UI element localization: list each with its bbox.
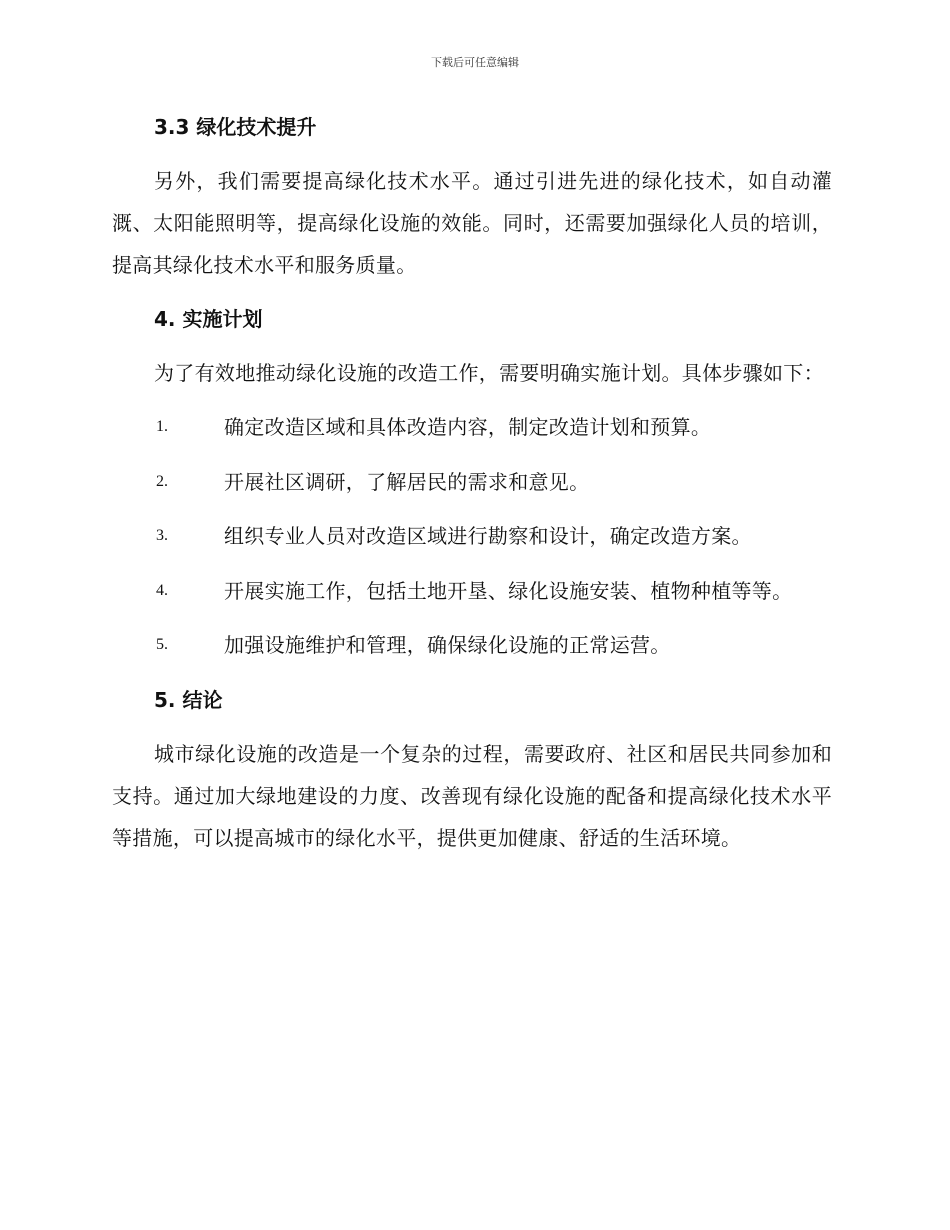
list-item-text: 开展社区调研，了解居民的需求和意见。: [224, 469, 590, 494]
list-item-text: 开展实施工作，包括土地开垦、绿化设施安装、植物种植等等。: [224, 578, 793, 603]
implementation-steps-list: [112, 406, 832, 666]
list-item-text: 组织专业人员对改造区域进行勘察和设计，确定改造方案。: [224, 524, 752, 548]
list-item-number: 1.: [156, 418, 168, 435]
list-item-text: 确定改造区域和具体改造内容，制定改造计划和预算。: [224, 415, 712, 439]
list-item-number: 2.: [156, 472, 168, 490]
section-paragraph-5: 城市绿化设施的改造是一个复杂的过程，需要政府、社区和居民共同参加和支持。通过加大绿地建设的力度、改善现有绿化设施的配备和提高绿化技术水平等措施，可以提高城市的绿化水平，提供更加健康、舒适的生活环境。: [112, 741, 832, 850]
list-item-number: 4.: [156, 581, 168, 599]
section-heading-5: 5. 结论: [154, 687, 223, 712]
list-item: [112, 624, 832, 666]
list-item: [112, 515, 832, 557]
list-item-number: 3.: [156, 527, 168, 544]
section-heading-3-3: 3.3 绿化技术提升: [154, 115, 317, 139]
section-intro-4: 为了有效地推动绿化设施的改造工作，需要明确实施计划。具体步骤如下：: [154, 361, 824, 385]
document-body: [112, 106, 832, 871]
header-note: 下载后可任意编辑: [431, 56, 519, 69]
list-item-text: 加强设施维护和管理，确保绿化设施的正常运营。: [224, 633, 671, 657]
list-item-number: 5.: [156, 636, 168, 653]
section-heading-4: 4. 实施计划: [154, 307, 263, 331]
list-item: [112, 570, 832, 612]
list-item: [112, 461, 832, 503]
section-paragraph-3-3: 另外，我们需要提高绿化技术水平。通过引进先进的绿化技术，如自动灌溉、太阳能照明等，提高绿化设施的效能。同时，还需要加强绿化人员的培训，提高其绿化技术水平和服务质量。: [112, 169, 832, 277]
list-item: [112, 406, 832, 448]
